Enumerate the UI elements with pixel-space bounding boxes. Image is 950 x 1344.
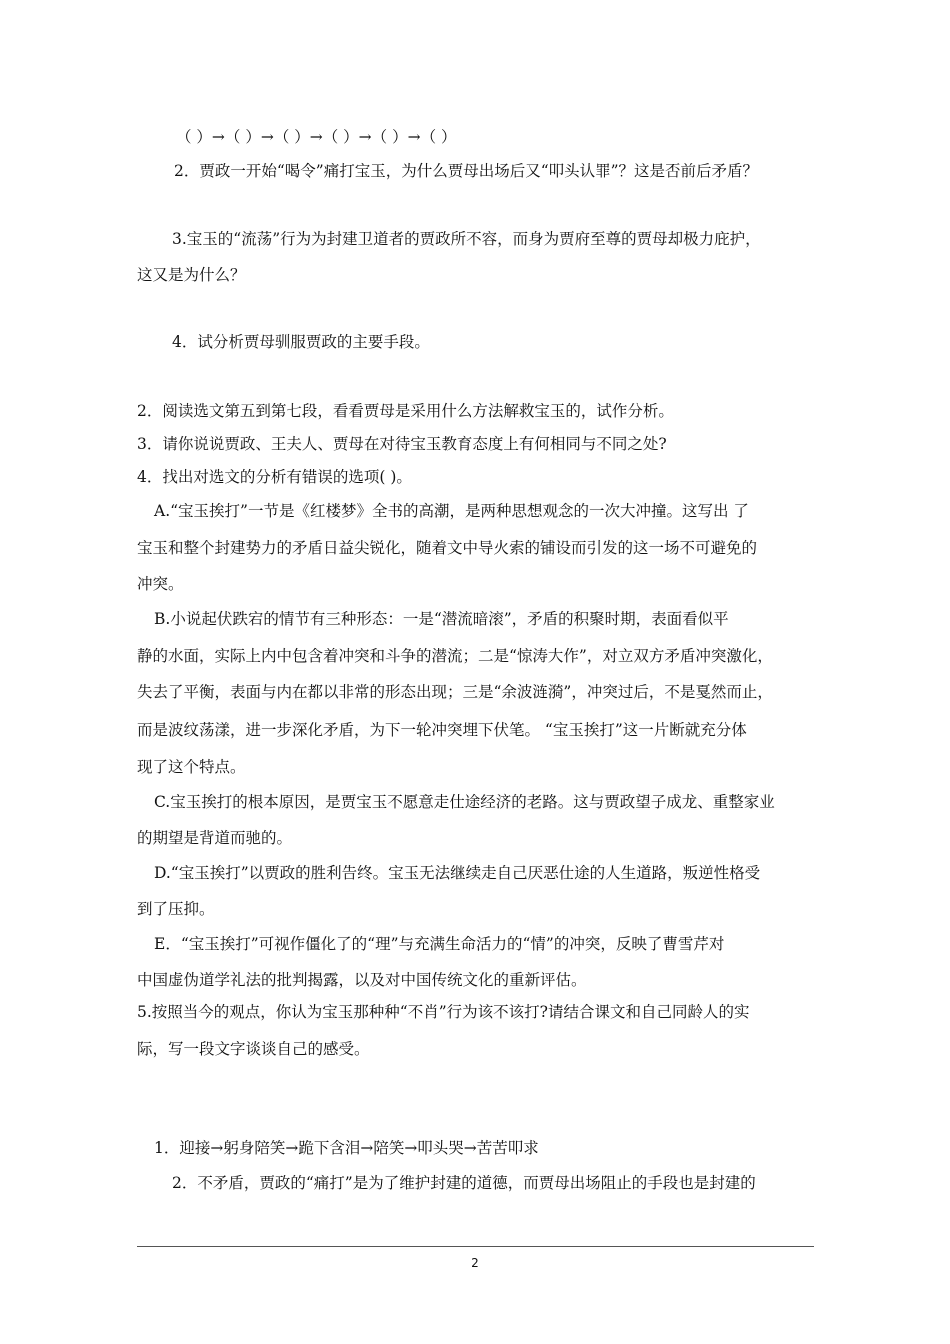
question-3-line-1: 3.宝玉的“流荡”行为为封建卫道者的贾政所不容，而身为贾府至尊的贾母却极力庇护，: [172, 230, 761, 248]
question-4-methods: 4．试分析贾母驯服贾政的主要手段。: [172, 333, 430, 351]
option-e-line-2: 中国虚伪道学礼法的批判揭露，以及对中国传统文化的重新评估。: [137, 971, 587, 989]
footer-divider: [137, 1246, 814, 1247]
exercise-3: 3．请你说说贾政、王夫人、贾母在对待宝玉教育态度上有何相同与不同之处?: [137, 435, 667, 453]
answer-blanks: （ ）→（ ）→（ ）→（ ）→（ ）→（ ）: [176, 128, 457, 146]
option-c-line-1: C.宝玉挨打的根本原因，是贾宝玉不愿意走仕途经济的老路。这与贾政望子成龙、重整家业: [154, 793, 775, 811]
exercise-4: 4．找出对选文的分析有错误的选项( )。: [137, 468, 412, 486]
exercise-2: 2．阅读选文第五到第七段，看看贾母是采用什么方法解救宝玉的，试作分析。: [137, 402, 674, 420]
page-number: 2: [471, 1256, 479, 1270]
option-a-line-1: A.“宝玉挨打”一节是《红楼梦》全书的高潮，是两种思想观念的一次大冲撞。这写出 了: [154, 502, 749, 520]
option-b-line-1: B.小说起伏跌宕的情节有三种形态：一是“潜流暗滚”，矛盾的积聚时期，表面看似平: [154, 610, 729, 628]
option-b-line-3: 失去了平衡，表面与内在都以非常的形态出现；三是“余波涟漪”，冲突过后，不是戛然而止，: [137, 683, 773, 701]
exercise-5-line-2: 际，写一段文字谈谈自己的感受。: [137, 1040, 370, 1058]
option-a-line-2: 宝玉和整个封建势力的矛盾日益尖锐化，随着文中导火索的铺设而引发的这一场不可避免的: [137, 539, 758, 557]
answer-1: 1．迎接→躬身陪笑→跪下含泪→陪笑→叩头哭→苦苦叩求: [154, 1139, 539, 1157]
option-d-line-1: D.“宝玉挨打”以贾政的胜利告终。宝玉无法继续走自己厌恶仕途的人生道路，叛逆性格受: [154, 864, 761, 882]
option-b-line-4: 而是波纹荡漾，进一步深化矛盾，为下一轮冲突埋下伏笔。 “宝玉挨打”这一片断就充分体: [137, 721, 747, 739]
option-b-line-2: 静的水面，实际上内中包含着冲突和斗争的潜流；二是“惊涛大作”，对立双方矛盾冲突激化，: [137, 647, 773, 665]
question-3-line-2: 这又是为什么？: [137, 266, 246, 284]
answer-2: 2．不矛盾，贾政的“痛打”是为了维护封建的道德，而贾母出场阻止的手段也是封建的: [172, 1174, 756, 1192]
option-e-line-1: E．“宝玉挨打”可视作僵化了的“理”与充满生命活力的“情”的冲突，反映了曹雪芹对: [154, 935, 725, 953]
question-2-inconsistency: 2．贾政一开始“喝令”痛打宝玉，为什么贾母出场后又“叩头认罪”？这是否前后矛盾？: [174, 162, 759, 180]
exercise-5-line-1: 5.按照当今的观点，你认为宝玉那种种“不肖”行为该不该打?请结合课文和自己同龄人的实: [137, 1003, 750, 1021]
option-c-line-2: 的期望是背道而驰的。: [137, 829, 293, 847]
option-d-line-2: 到了压抑。: [137, 900, 215, 918]
option-a-line-3: 冲突。: [137, 575, 184, 593]
option-b-line-5: 现了这个特点。: [137, 758, 246, 776]
